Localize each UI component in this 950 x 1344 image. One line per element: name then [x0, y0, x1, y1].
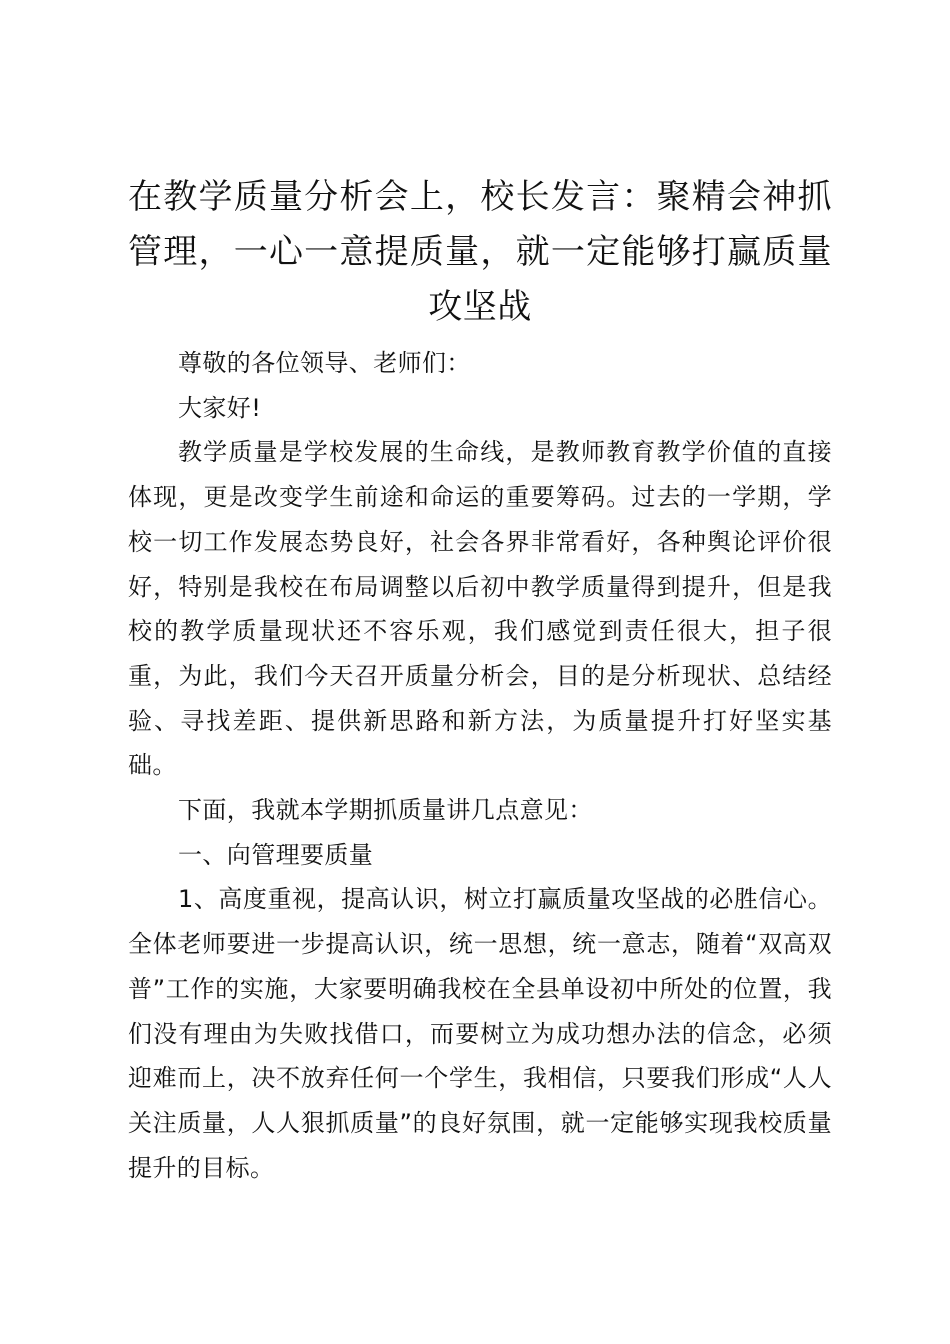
transition-paragraph: 下面，我就本学期抓质量讲几点意见： [178, 796, 593, 825]
salutation-paragraph: 大家好! [178, 393, 262, 422]
intro-paragraph: 教学质量是学校发展的生命线，是教师教育教学价值的直接体现，更是改变学生前途和命运的重要筹码。过去的一学期，学校一切工作发展态势良好，社会各界非常看好，各种舆论评价很好，特别是我校在布局调整以后初中教学质量得到提升，但是我校的教学质量现状还不容乐观，我们感觉到责任很大，担子很重，为此，我们今天召开质量分析会，目的是分析现状、总结经验、寻找差距、提供新思路和新方法，为质量提升打好坚实基础。 [128, 438, 832, 780]
document-title: 在教学质量分析会上，校长发言：聚精会神抓管理，一心一意提质量，就一定能够打赢质量攻坚战 [128, 177, 832, 327]
document-body [128, 341, 832, 1190]
point-paragraph: 1、高度重视，提高认识，树立打赢质量攻坚战的必胜信心。全体老师要进一步提高认识，统一思想，统一意志，随着“双高双普”工作的实施，大家要明确我校在全县单设初中所处的位置，我们没有理由为失败找借口，而要树立为成功想办法的信念，必须迎难而上，决不放弃任何一个学生，我相信，只要我们形成“人人关注质量，人人狠抓质量”的良好氛围，就一定能够实现我校质量提升的目标。 [128, 885, 833, 1182]
section-heading: 一、向管理要质量 [178, 840, 374, 869]
greeting-paragraph: 尊敬的各位领导、老师们： [178, 349, 471, 377]
document-page [128, 170, 832, 1190]
